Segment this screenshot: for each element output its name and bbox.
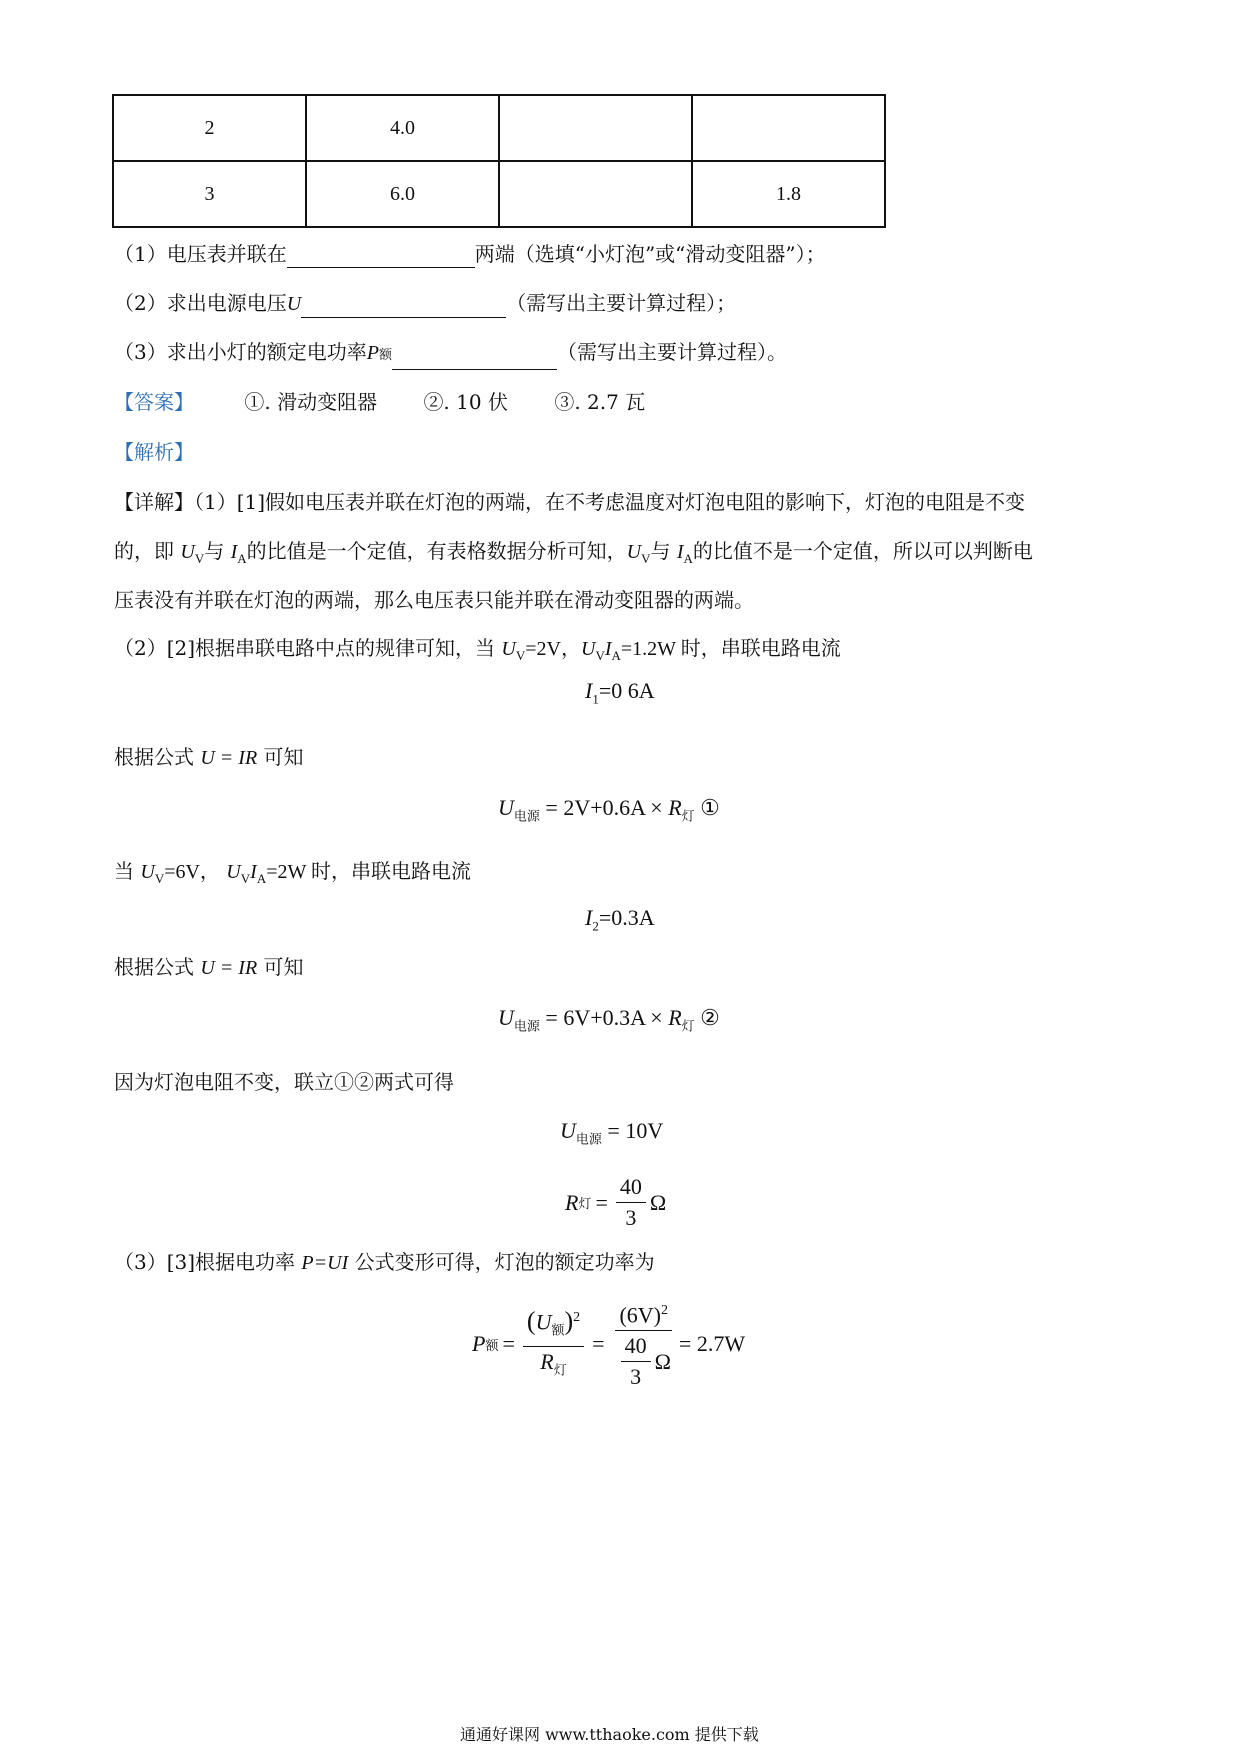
question-2: （2）求出电源电压U （需写出主要计算过程）； (114, 289, 736, 318)
analysis-line: （3）[3]根据电功率 P=UI 公式变形可得，灯泡的额定功率为 (114, 1250, 655, 1274)
table-cell: 2 (113, 95, 306, 161)
fraction: $\frac{40}{3}$ (616, 1172, 646, 1233)
analysis-line: 因为灯泡电阻不变，联立①②两式可得 (114, 1070, 454, 1094)
table-cell (692, 95, 885, 161)
equation-u: $U_{电源} = 10V$ (560, 1118, 664, 1147)
fraction: $(6V)^2$ $\frac{40}{3}$ Ω (613, 1296, 675, 1392)
answer-blank (392, 347, 557, 370)
analysis-line: 的，即 $U_V$与 $I_A$的比值是一个定值，有表格数据分析可知，$U_V$与 $I_A$的比值不是一个定值，所以可以判断电 (114, 539, 1033, 566)
analysis-line: 压表没有并联在灯泡的两端，那么电压表只能并联在滑动变阻器的两端。 (114, 588, 754, 612)
analysis-line: （2）[2]根据串联电路中点的规律可知，当 $U_V=2V$，$U_VI_A=1.2W$ 时，串联电路电流 (114, 636, 841, 663)
analysis-line: 当 $U_V=6V$， $U_VI_A=2W$ 时，串联电路电流 (114, 859, 471, 886)
table-row (113, 161, 885, 227)
equation-p: P 额 = $\frac{(U_额)^2}{R_灯}$ = $(6V)^2$ $\frac{40}{3}$ Ω = 2.7W (472, 1296, 745, 1392)
equation-i2: $I_2=0.3A$ (585, 905, 655, 934)
table-cell (499, 95, 692, 161)
question-1: （1）电压表并联在 两端（选填“小灯泡”或“滑动变阻器”）； (114, 242, 826, 266)
table-cell (499, 161, 692, 227)
table-row (113, 95, 885, 161)
fraction: $\frac{40}{3}$ (621, 1331, 651, 1392)
answer-tag: 【答案】 (114, 390, 194, 414)
formula-line: 根据公式 U = IR 可知 (114, 745, 304, 769)
table-cell: 4.0 (306, 95, 499, 161)
table-cell: 1.8 (692, 161, 885, 227)
equation-r: R 灯 = $\frac{40}{3}$ Ω (565, 1172, 666, 1233)
answer-blank (301, 295, 506, 318)
analysis-tag: 【解析】 (114, 440, 194, 464)
footer-text: 通通好课网 www.tthaoke.com 提供下载 (460, 1725, 759, 1744)
data-table (112, 94, 886, 228)
table-cell: 6.0 (306, 161, 499, 227)
fraction: $\frac{(U_额)^2}{R_灯}$ (523, 1303, 584, 1385)
answer-line: 【答案】 ①. 滑动变阻器 ②. 10 伏 ③. 2.7 瓦 (114, 390, 646, 414)
analysis-line: 【详解】（1）[1]假如电压表并联在灯泡的两端，在不考虑温度对灯泡电阻的影响下，灯泡的电阻是不变 (114, 490, 1026, 514)
formula-line: 根据公式 U = IR 可知 (114, 955, 304, 979)
equation-i1: $I_1=0$ 6A (585, 678, 655, 707)
equation-2: $U_{电源} = 6V+0.3A \times R_灯$ ② (498, 1005, 720, 1034)
table-cell: 3 (113, 161, 306, 227)
equation-1: $U_{电源} = 2V+0.6A \times R_灯$ ① (498, 795, 720, 824)
answer-blank (287, 245, 475, 268)
question-3: （3）求出小灯的额定电功率P额 （需写出主要计算过程）。 (114, 338, 787, 370)
